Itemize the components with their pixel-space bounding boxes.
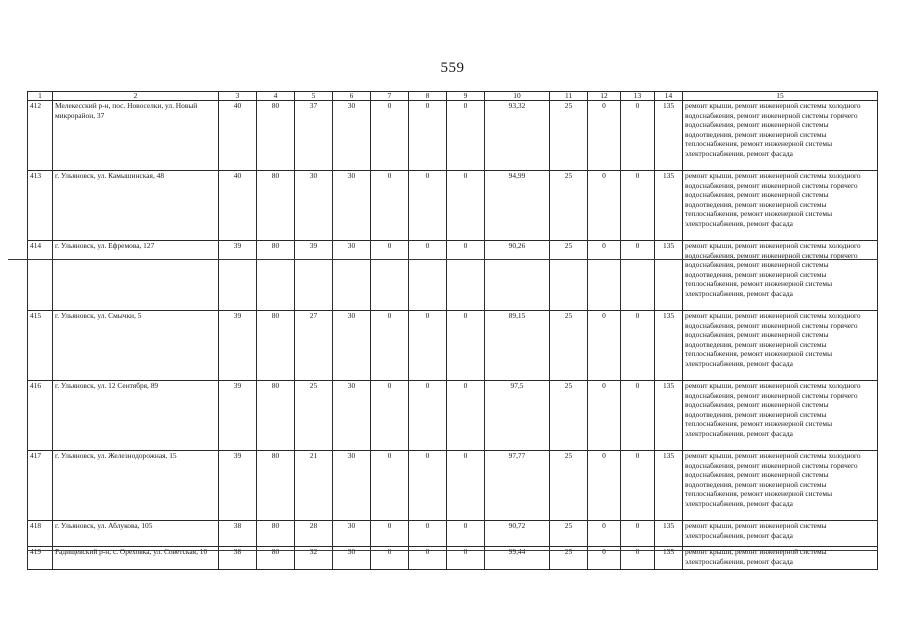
- value-cell: 21: [295, 451, 333, 521]
- row-number: 415: [28, 311, 53, 381]
- works-cell: ремонт крыши, ремонт инженерной системы холодного водоснабжения, ремонт инженерной системы горячего водоснабжения, ремонт инженерной системы водоотведения, ремонт инженерной системы теплоснабжения, ремонт инженерной системы электроснабжения, ремонт фасада: [683, 171, 878, 241]
- value-cell: 30: [333, 547, 371, 570]
- works-cell: ремонт крыши, ремонт инженерной системы электроснабжения, ремонт фасада: [683, 521, 878, 547]
- value-cell: 0: [447, 311, 485, 381]
- value-cell: 30: [333, 311, 371, 381]
- row-number: 417: [28, 451, 53, 521]
- value-cell: 38: [219, 547, 257, 570]
- table-row: [28, 381, 878, 451]
- value-cell: 99,44: [485, 547, 550, 570]
- value-cell: 0: [371, 101, 409, 171]
- works-cell: ремонт крыши, ремонт инженерной системы холодного водоснабжения, ремонт инженерной системы горячего водоснабжения, ремонт инженерной системы водоотведения, ремонт инженерной системы теплоснабжения, ремонт инженерной системы электроснабжения, ремонт фасада: [683, 311, 878, 381]
- value-cell: 25: [295, 381, 333, 451]
- col-header: 12: [588, 92, 621, 101]
- value-cell: 0: [371, 381, 409, 451]
- value-cell: 89,15: [485, 311, 550, 381]
- value-cell: 80: [257, 547, 295, 570]
- value-cell: 135: [655, 311, 683, 381]
- value-cell: 0: [447, 171, 485, 241]
- value-cell: 25: [550, 101, 588, 171]
- value-cell: 0: [447, 101, 485, 171]
- value-cell: 0: [621, 381, 655, 451]
- value-cell: 135: [655, 241, 683, 311]
- col-header: 7: [371, 92, 409, 101]
- value-cell: 0: [371, 451, 409, 521]
- value-cell: 0: [588, 311, 621, 381]
- value-cell: 25: [550, 241, 588, 311]
- value-cell: 0: [588, 451, 621, 521]
- value-cell: 0: [371, 547, 409, 570]
- works-cell: ремонт крыши, ремонт инженерной системы холодного водоснабжения, ремонт инженерной системы горячего водоснабжения, ремонт инженерной системы водоотведения, ремонт инженерной системы теплоснабжения, ремонт инженерной системы электроснабжения, ремонт фасада: [683, 381, 878, 451]
- value-cell: 0: [588, 381, 621, 451]
- row-number: 413: [28, 171, 53, 241]
- row-number: 419: [28, 547, 53, 570]
- value-cell: 0: [447, 241, 485, 311]
- value-cell: 38: [219, 521, 257, 547]
- value-cell: 0: [447, 381, 485, 451]
- value-cell: 0: [588, 101, 621, 171]
- col-header: 15: [683, 92, 878, 101]
- value-cell: 27: [295, 311, 333, 381]
- value-cell: 25: [550, 547, 588, 570]
- table-row: [28, 171, 878, 241]
- address-cell: г. Ульяновск, ул. Железнодорожная, 15: [53, 451, 219, 521]
- value-cell: 25: [550, 521, 588, 547]
- col-header: 5: [295, 92, 333, 101]
- value-cell: 0: [447, 521, 485, 547]
- table-row: [28, 451, 878, 521]
- value-cell: 0: [371, 171, 409, 241]
- col-header: 1: [28, 92, 53, 101]
- address-cell: г. Ульяновск, ул. Камышинская, 48: [53, 171, 219, 241]
- value-cell: 0: [409, 381, 447, 451]
- value-cell: 0: [588, 171, 621, 241]
- address-cell: г. Ульяновск, ул. Ефремова, 127: [53, 241, 219, 311]
- col-header: 3: [219, 92, 257, 101]
- value-cell: 39: [295, 241, 333, 311]
- value-cell: 30: [333, 101, 371, 171]
- value-cell: 39: [219, 381, 257, 451]
- value-cell: 80: [257, 451, 295, 521]
- value-cell: 0: [409, 451, 447, 521]
- value-cell: 30: [333, 381, 371, 451]
- row-number: 416: [28, 381, 53, 451]
- value-cell: 0: [621, 451, 655, 521]
- value-cell: 0: [447, 451, 485, 521]
- value-cell: 30: [333, 171, 371, 241]
- col-header: 10: [485, 92, 550, 101]
- scan-join-line: [8, 259, 878, 260]
- value-cell: 135: [655, 521, 683, 547]
- value-cell: 0: [371, 241, 409, 311]
- value-cell: 0: [371, 521, 409, 547]
- works-cell: ремонт крыши, ремонт инженерной системы холодного водоснабжения, ремонт инженерной системы горячего водоснабжения, ремонт инженерной системы водоотведения, ремонт инженерной системы теплоснабжения, ремонт инженерной системы электроснабжения, ремонт фасада: [683, 101, 878, 171]
- value-cell: 135: [655, 451, 683, 521]
- address-cell: Мелекесский р-н, пос. Новоселки, ул. Новый микрорайон, 37: [53, 101, 219, 171]
- value-cell: 0: [588, 241, 621, 311]
- value-cell: 135: [655, 101, 683, 171]
- value-cell: 30: [333, 241, 371, 311]
- value-cell: 30: [333, 521, 371, 547]
- value-cell: 25: [550, 381, 588, 451]
- row-number: 412: [28, 101, 53, 171]
- value-cell: 39: [219, 241, 257, 311]
- value-cell: 0: [588, 547, 621, 570]
- value-cell: 80: [257, 521, 295, 547]
- value-cell: 97,5: [485, 381, 550, 451]
- col-header: 2: [53, 92, 219, 101]
- value-cell: 37: [295, 101, 333, 171]
- value-cell: 32: [295, 547, 333, 570]
- page-number: 559: [440, 60, 465, 76]
- value-cell: 30: [295, 171, 333, 241]
- row-number: 418: [28, 521, 53, 547]
- value-cell: 80: [257, 381, 295, 451]
- address-cell: г. Ульяновск, ул. Смычки, 5: [53, 311, 219, 381]
- value-cell: 0: [621, 101, 655, 171]
- value-cell: 0: [409, 241, 447, 311]
- works-cell: ремонт крыши, ремонт инженерной системы электроснабжения, ремонт фасада: [683, 547, 878, 570]
- value-cell: 0: [447, 547, 485, 570]
- value-cell: 28: [295, 521, 333, 547]
- value-cell: 97,77: [485, 451, 550, 521]
- works-table: [27, 91, 878, 570]
- value-cell: 25: [550, 451, 588, 521]
- value-cell: 0: [409, 101, 447, 171]
- value-cell: 80: [257, 101, 295, 171]
- works-cell: ремонт крыши, ремонт инженерной системы холодного водоснабжения, ремонт инженерной системы горячего водоснабжения, ремонт инженерной системы водоотведения, ремонт инженерной системы теплоснабжения, ремонт инженерной системы электроснабжения, ремонт фасада: [683, 451, 878, 521]
- value-cell: 40: [219, 171, 257, 241]
- value-cell: 80: [257, 171, 295, 241]
- col-header: 8: [409, 92, 447, 101]
- value-cell: 39: [219, 451, 257, 521]
- value-cell: 0: [621, 171, 655, 241]
- value-cell: 90,72: [485, 521, 550, 547]
- works-cell: ремонт крыши, ремонт инженерной системы холодного водоснабжения, ремонт инженерной системы горячего водоснабжения, ремонт инженерной системы водоотведения, ремонт инженерной системы теплоснабжения, ремонт инженерной системы электроснабжения, ремонт фасада: [683, 241, 878, 311]
- header-row: [28, 92, 878, 101]
- col-header: 9: [447, 92, 485, 101]
- value-cell: 25: [550, 311, 588, 381]
- table-row: [28, 311, 878, 381]
- value-cell: 135: [655, 381, 683, 451]
- col-header: 6: [333, 92, 371, 101]
- table-row: [28, 241, 878, 311]
- table-row: [28, 521, 878, 547]
- value-cell: 90,26: [485, 241, 550, 311]
- value-cell: 30: [333, 451, 371, 521]
- value-cell: 80: [257, 311, 295, 381]
- value-cell: 0: [409, 521, 447, 547]
- address-cell: Радищевский р-н, с. Ореховка, ул. Советская, 10: [53, 547, 219, 570]
- value-cell: 0: [621, 311, 655, 381]
- col-header: 11: [550, 92, 588, 101]
- value-cell: 80: [257, 241, 295, 311]
- col-header: 13: [621, 92, 655, 101]
- value-cell: 0: [621, 241, 655, 311]
- value-cell: 25: [550, 171, 588, 241]
- col-header: 14: [655, 92, 683, 101]
- col-header: 4: [257, 92, 295, 101]
- value-cell: 40: [219, 101, 257, 171]
- value-cell: 93,32: [485, 101, 550, 171]
- address-cell: г. Ульяновск, ул. 12 Сентября, 89: [53, 381, 219, 451]
- address-cell: г. Ульяновск, ул. Аблукова, 105: [53, 521, 219, 547]
- value-cell: 0: [621, 547, 655, 570]
- scan-join-line: [27, 550, 877, 551]
- value-cell: 135: [655, 171, 683, 241]
- table-row: [28, 101, 878, 171]
- value-cell: 39: [219, 311, 257, 381]
- value-cell: 0: [409, 311, 447, 381]
- value-cell: 94,99: [485, 171, 550, 241]
- row-number: 414: [28, 241, 53, 311]
- value-cell: 0: [409, 171, 447, 241]
- value-cell: 0: [371, 311, 409, 381]
- value-cell: 0: [588, 521, 621, 547]
- value-cell: 135: [655, 547, 683, 570]
- value-cell: 0: [621, 521, 655, 547]
- value-cell: 0: [409, 547, 447, 570]
